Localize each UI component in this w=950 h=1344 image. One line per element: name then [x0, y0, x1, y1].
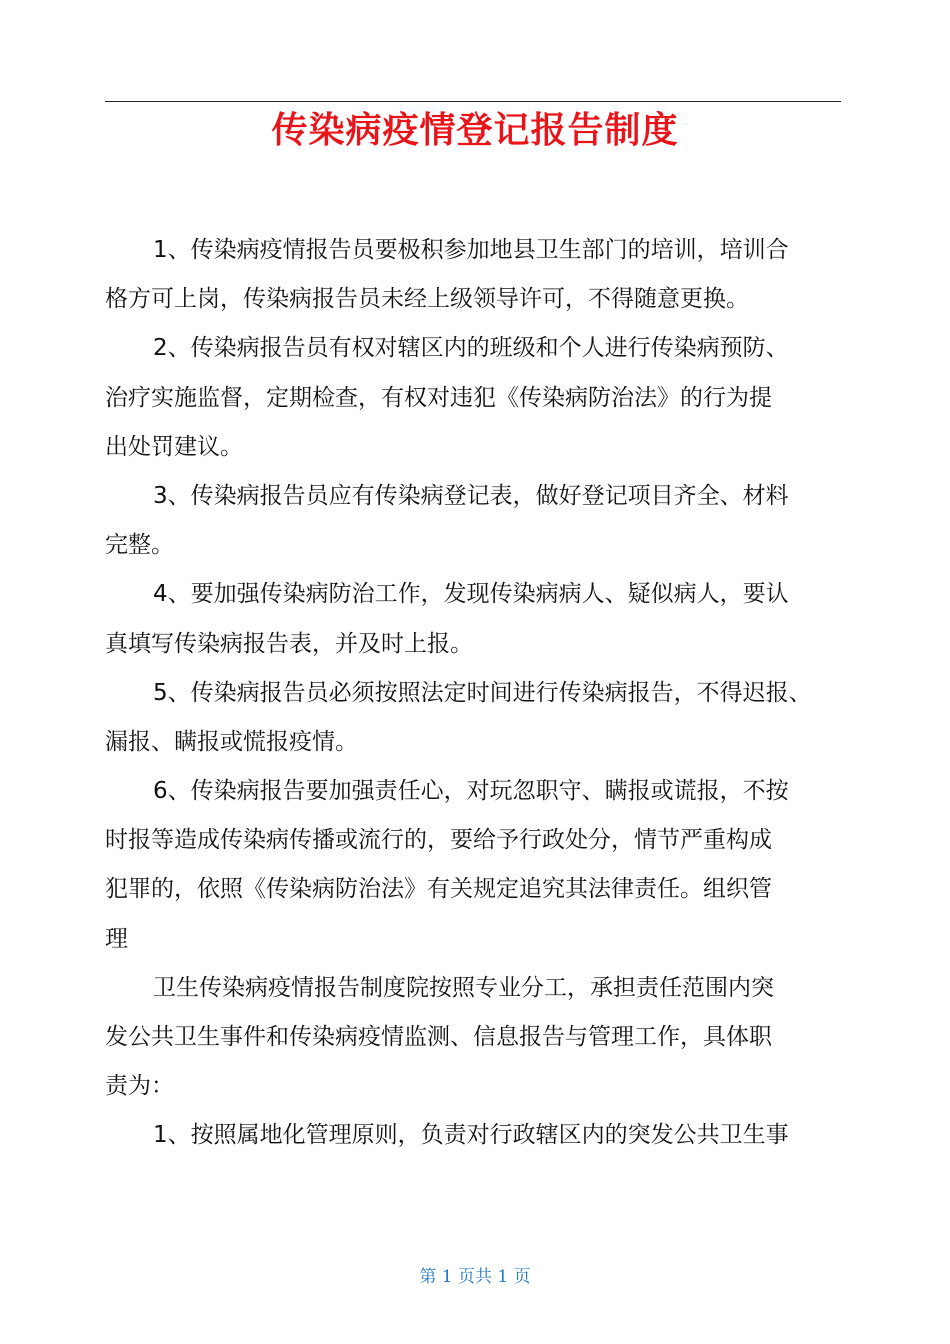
paragraph-line: 完整。 — [105, 532, 174, 559]
paragraph-line: 出处罚建议。 — [105, 433, 243, 460]
document-body — [105, 226, 850, 1161]
paragraph-line: 5、传染病报告员必须按照法定时间进行传染病报告，不得迟报、 — [153, 679, 812, 706]
paragraph-line: 漏报、瞒报或慌报疫情。 — [105, 728, 358, 755]
paragraph-line: 真填写传染病报告表，并及时上报。 — [105, 630, 473, 657]
paragraph-line: 6、传染病报告要加强责任心，对玩忽职守、瞒报或谎报，不按 — [153, 778, 789, 805]
paragraph-line: 治疗实施监督，定期检查，有权对违犯《传染病防治法》的行为提 — [105, 384, 772, 411]
paragraph-line: 3、传染病报告员应有传染病登记表，做好登记项目齐全、材料 — [153, 482, 789, 509]
document-title: 传染病疫情登记报告制度 — [271, 109, 679, 151]
header-rule — [105, 101, 841, 102]
paragraph-line: 1、传染病疫情报告员要极积参加地县卫生部门的培训，培训合 — [153, 237, 789, 263]
page-number-footer: 第 1 页共 1 页 — [419, 1267, 531, 1287]
paragraph-line: 责为： — [105, 1073, 174, 1100]
paragraph-line: 2、传染病报告员有权对辖区内的班级和个人进行传染病预防、 — [153, 335, 789, 362]
paragraph-line: 发公共卫生事件和传染病疫情监测、信息报告与管理工作，具体职 — [105, 1024, 772, 1050]
paragraph-line: 理 — [105, 925, 128, 952]
paragraph-line: 格方可上岗，传染病报告员未经上级领导许可，不得随意更换。 — [105, 286, 749, 313]
paragraph-line: 4、要加强传染病防治工作，发现传染病病人、疑似病人，要认 — [153, 581, 789, 608]
paragraph-line: 卫生传染病疫情报告制度院按照专业分工，承担责任范围内突 — [153, 974, 774, 1001]
paragraph-line: 犯罪的，依照《传染病防治法》有关规定追究其法律责任。组织管 — [105, 876, 772, 903]
paragraph-line: 1、按照属地化管理原则，负责对行政辖区内的突发公共卫生事 — [153, 1122, 789, 1149]
paragraph-line: 时报等造成传染病传播或流行的，要给予行政处分，情节严重构成 — [105, 827, 772, 854]
